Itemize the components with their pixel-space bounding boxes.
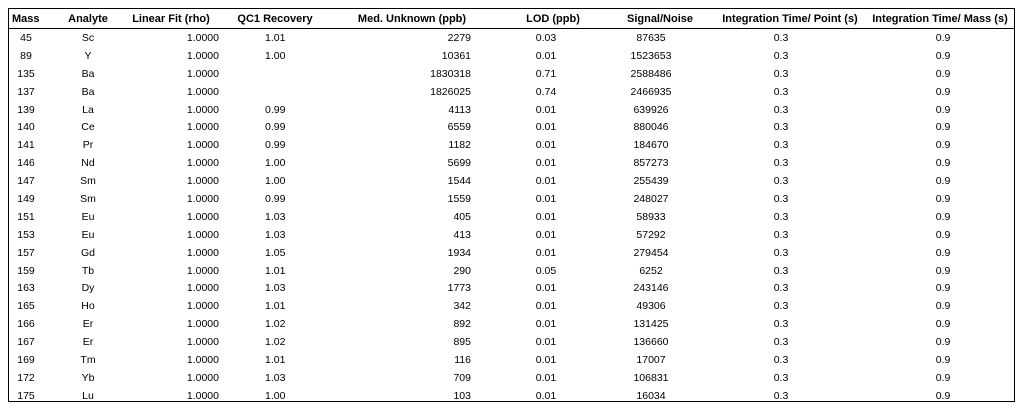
cell-int-time-point: 0.3 (773, 49, 789, 62)
cell-int-time-point: 0.3 (773, 371, 789, 384)
cell-int-time-point: 0.3 (773, 353, 789, 366)
cell-qc1-recovery: 0.99 (265, 103, 286, 116)
cell-analyte: Ba (81, 67, 95, 80)
cell-mass: 141 (17, 139, 35, 152)
cell-linear-fit: 1.0000 (186, 192, 219, 205)
cell-analyte: Yb (81, 371, 95, 384)
cell-analyte: Pr (82, 139, 94, 152)
results-table (9, 9, 1015, 405)
cell-qc1-recovery: 1.01 (265, 353, 286, 366)
cell-qc1-recovery: 1.01 (265, 264, 286, 277)
cell-linear-fit: 1.0000 (186, 336, 219, 349)
cell-lod: 0.01 (535, 336, 557, 349)
cell-signal-noise: 17007 (636, 353, 666, 366)
cell-linear-fit: 1.0000 (186, 67, 219, 80)
table-row (9, 387, 1015, 405)
cell-int-time-mass: 0.9 (935, 318, 951, 331)
cell-int-time-point: 0.3 (773, 139, 789, 152)
table-row (9, 279, 1015, 297)
cell-signal-noise: 136660 (633, 336, 669, 349)
cell-int-time-mass: 0.9 (935, 228, 951, 241)
cell-analyte: Ba (81, 85, 95, 98)
cell-analyte: Tm (80, 353, 96, 366)
cell-int-time-point: 0.3 (773, 389, 789, 402)
cell-int-time-point: 0.3 (773, 192, 789, 205)
cell-linear-fit: 1.0000 (186, 85, 219, 98)
cell-signal-noise: 6252 (639, 264, 663, 277)
cell-int-time-mass: 0.9 (935, 282, 951, 295)
table-row (9, 333, 1015, 351)
cell-med-unknown: 892 (453, 318, 471, 331)
cell-analyte: Nd (81, 157, 95, 170)
header-qc1-recovery: QC1 Recovery (227, 9, 323, 29)
table-row (9, 297, 1015, 315)
cell-linear-fit: 1.0000 (186, 139, 219, 152)
cell-mass: 167 (17, 336, 35, 349)
cell-mass: 159 (17, 264, 35, 277)
cell-qc1-recovery: 1.03 (265, 210, 286, 223)
table-row (9, 65, 1015, 83)
cell-mass: 151 (17, 210, 35, 223)
cell-qc1-recovery: 1.01 (265, 300, 286, 313)
cell-lod: 0.01 (535, 175, 557, 188)
cell-int-time-mass: 0.9 (935, 246, 951, 259)
cell-signal-noise: 255439 (633, 175, 669, 188)
cell-linear-fit: 1.0000 (186, 121, 219, 134)
cell-lod: 0.01 (535, 318, 557, 331)
cell-linear-fit: 1.0000 (186, 31, 219, 44)
cell-mass: 172 (17, 371, 35, 384)
cell-med-unknown: 413 (453, 228, 471, 241)
cell-med-unknown: 5699 (447, 157, 471, 170)
cell-med-unknown: 1934 (447, 246, 471, 259)
cell-qc1-recovery (227, 83, 323, 101)
cell-lod: 0.01 (535, 228, 557, 241)
cell-lod: 0.01 (535, 157, 557, 170)
cell-mass: 45 (20, 31, 32, 44)
cell-mass: 166 (17, 318, 35, 331)
cell-signal-noise: 2588486 (630, 67, 672, 80)
table-row (9, 244, 1015, 262)
cell-qc1-recovery: 1.02 (265, 336, 286, 349)
cell-qc1-recovery: 1.01 (265, 31, 286, 44)
cell-med-unknown: 4113 (448, 103, 471, 116)
cell-analyte: Tb (81, 264, 95, 277)
cell-lod: 0.01 (535, 49, 557, 62)
cell-mass: 157 (17, 246, 35, 259)
cell-signal-noise: 49306 (636, 300, 666, 313)
table-row (9, 262, 1015, 280)
header-signal-noise: Signal/Noise (605, 9, 715, 29)
cell-linear-fit: 1.0000 (186, 353, 219, 366)
cell-med-unknown: 1544 (447, 175, 471, 188)
cell-qc1-recovery: 1.00 (265, 175, 286, 188)
cell-linear-fit: 1.0000 (186, 103, 219, 116)
table-row (9, 47, 1015, 65)
table-body (9, 29, 1015, 405)
cell-int-time-mass: 0.9 (935, 157, 951, 170)
cell-qc1-recovery: 1.00 (265, 389, 286, 402)
cell-lod: 0.74 (535, 85, 557, 98)
cell-linear-fit: 1.0000 (186, 389, 219, 402)
cell-linear-fit: 1.0000 (186, 371, 219, 384)
cell-med-unknown: 10361 (441, 49, 471, 62)
cell-int-time-mass: 0.9 (935, 31, 951, 44)
cell-qc1-recovery: 0.99 (265, 121, 286, 134)
cell-med-unknown: 1773 (447, 282, 471, 295)
cell-qc1-recovery: 1.00 (265, 49, 286, 62)
cell-mass: 89 (20, 49, 32, 62)
cell-int-time-mass: 0.9 (935, 139, 951, 152)
cell-int-time-point: 0.3 (773, 157, 789, 170)
cell-med-unknown: 895 (453, 336, 471, 349)
cell-linear-fit: 1.0000 (186, 228, 219, 241)
cell-int-time-mass: 0.9 (935, 67, 951, 80)
cell-lod: 0.01 (535, 246, 557, 259)
cell-med-unknown: 1826025 (430, 85, 471, 98)
cell-int-time-mass: 0.9 (935, 336, 951, 349)
cell-int-time-point: 0.3 (773, 300, 789, 313)
cell-mass: 153 (17, 228, 35, 241)
header-row (9, 9, 1015, 29)
cell-linear-fit: 1.0000 (186, 282, 219, 295)
cell-linear-fit: 1.0000 (186, 210, 219, 223)
cell-qc1-recovery: 1.05 (265, 246, 286, 259)
table-row (9, 118, 1015, 136)
cell-int-time-point: 0.3 (773, 336, 789, 349)
cell-signal-noise: 106831 (633, 371, 669, 384)
cell-qc1-recovery: 0.99 (265, 192, 286, 205)
table-row (9, 351, 1015, 369)
cell-analyte: Dy (81, 282, 95, 295)
cell-signal-noise: 857273 (633, 157, 669, 170)
cell-signal-noise: 131425 (633, 318, 669, 331)
cell-int-time-mass: 0.9 (935, 85, 951, 98)
cell-med-unknown: 6559 (447, 121, 471, 134)
cell-lod: 0.05 (535, 264, 557, 277)
cell-signal-noise: 16034 (636, 389, 666, 402)
cell-lod: 0.71 (535, 67, 557, 80)
cell-lod: 0.01 (535, 353, 557, 366)
cell-lod: 0.01 (535, 389, 557, 402)
cell-analyte: Er (82, 318, 94, 331)
cell-analyte: Y (84, 49, 92, 62)
cell-mass: 147 (17, 175, 35, 188)
cell-analyte: Eu (81, 210, 95, 223)
cell-qc1-recovery: 1.00 (265, 157, 286, 170)
cell-mass: 165 (17, 300, 35, 313)
cell-analyte: Er (82, 336, 94, 349)
cell-mass: 140 (17, 121, 35, 134)
table-row (9, 154, 1015, 172)
cell-lod: 0.01 (535, 103, 557, 116)
cell-linear-fit: 1.0000 (186, 246, 219, 259)
cell-signal-noise: 58933 (636, 210, 666, 223)
cell-signal-noise: 248027 (633, 192, 669, 205)
cell-int-time-point: 0.3 (773, 85, 789, 98)
cell-signal-noise: 1523653 (630, 49, 672, 62)
table-row (9, 101, 1015, 119)
cell-int-time-point: 0.3 (773, 246, 789, 259)
cell-int-time-mass: 0.9 (935, 175, 951, 188)
cell-med-unknown: 2279 (447, 31, 471, 44)
cell-int-time-point: 0.3 (773, 175, 789, 188)
cell-mass: 137 (17, 85, 35, 98)
cell-int-time-point: 0.3 (773, 318, 789, 331)
cell-analyte: Lu (82, 389, 94, 402)
cell-signal-noise: 184670 (633, 139, 669, 152)
cell-analyte: Sc (81, 31, 95, 44)
cell-qc1-recovery (227, 65, 323, 83)
cell-med-unknown: 103 (453, 389, 471, 402)
cell-int-time-mass: 0.9 (935, 389, 951, 402)
cell-mass: 135 (17, 67, 35, 80)
cell-lod: 0.01 (535, 192, 557, 205)
cell-med-unknown: 116 (454, 353, 471, 366)
table-row (9, 172, 1015, 190)
cell-int-time-point: 0.3 (773, 31, 789, 44)
cell-med-unknown: 1182 (448, 139, 471, 152)
cell-int-time-mass: 0.9 (935, 49, 951, 62)
table-row (9, 136, 1015, 154)
cell-lod: 0.01 (535, 300, 557, 313)
cell-analyte: Sm (80, 175, 96, 188)
table-row (9, 190, 1015, 208)
cell-mass: 163 (17, 282, 35, 295)
cell-linear-fit: 1.0000 (186, 157, 219, 170)
cell-int-time-point: 0.3 (773, 121, 789, 134)
cell-mass: 169 (17, 353, 35, 366)
header-med-unknown: Med. Unknown (ppb) (323, 9, 501, 29)
cell-med-unknown: 290 (453, 264, 471, 277)
table-row (9, 315, 1015, 333)
cell-qc1-recovery: 1.03 (265, 371, 286, 384)
cell-mass: 139 (17, 103, 35, 116)
table-row (9, 83, 1015, 101)
cell-signal-noise: 57292 (636, 228, 666, 241)
cell-signal-noise: 243146 (633, 282, 669, 295)
cell-int-time-mass: 0.9 (935, 300, 951, 313)
header-int-time-point: Integration Time/ Point (s) (715, 9, 865, 29)
cell-mass: 149 (17, 192, 35, 205)
cell-int-time-point: 0.3 (773, 282, 789, 295)
cell-med-unknown: 1830318 (430, 67, 471, 80)
cell-analyte: Ce (81, 121, 95, 134)
table-row (9, 208, 1015, 226)
cell-mass: 146 (17, 157, 35, 170)
cell-int-time-mass: 0.9 (935, 121, 951, 134)
cell-int-time-point: 0.3 (773, 67, 789, 80)
cell-linear-fit: 1.0000 (186, 300, 219, 313)
header-int-time-mass: Integration Time/ Mass (s) (865, 9, 1015, 29)
cell-int-time-point: 0.3 (773, 103, 789, 116)
cell-med-unknown: 405 (453, 210, 471, 223)
cell-analyte: Gd (80, 246, 95, 259)
cell-linear-fit: 1.0000 (186, 175, 219, 188)
cell-signal-noise: 639926 (633, 103, 669, 116)
cell-med-unknown: 709 (453, 371, 471, 384)
cell-int-time-mass: 0.9 (935, 192, 951, 205)
results-table-frame (8, 8, 1015, 402)
cell-linear-fit: 1.0000 (186, 264, 219, 277)
cell-analyte: Ho (81, 300, 95, 313)
cell-signal-noise: 279454 (633, 246, 669, 259)
cell-int-time-mass: 0.9 (935, 353, 951, 366)
cell-lod: 0.01 (535, 121, 557, 134)
cell-lod: 0.01 (535, 371, 557, 384)
table-row (9, 226, 1015, 244)
cell-int-time-mass: 0.9 (935, 210, 951, 223)
cell-lod: 0.03 (535, 31, 557, 44)
cell-int-time-point: 0.3 (773, 210, 789, 223)
cell-qc1-recovery: 1.03 (265, 228, 286, 241)
cell-int-time-mass: 0.9 (935, 264, 951, 277)
cell-int-time-point: 0.3 (773, 228, 789, 241)
cell-qc1-recovery: 1.03 (265, 282, 286, 295)
cell-signal-noise: 880046 (633, 121, 669, 134)
cell-int-time-mass: 0.9 (935, 103, 951, 116)
cell-med-unknown: 1559 (447, 192, 471, 205)
cell-analyte: La (82, 103, 94, 116)
cell-analyte: Sm (80, 192, 96, 205)
table-row (9, 29, 1015, 47)
cell-int-time-point: 0.3 (773, 264, 789, 277)
cell-med-unknown: 342 (453, 300, 471, 313)
header-mass: Mass (9, 9, 61, 29)
cell-analyte: Eu (81, 228, 95, 241)
cell-lod: 0.01 (535, 282, 557, 295)
cell-linear-fit: 1.0000 (186, 49, 219, 62)
header-analyte: Analyte (61, 9, 115, 29)
cell-qc1-recovery: 0.99 (265, 139, 286, 152)
cell-qc1-recovery: 1.02 (265, 318, 286, 331)
cell-linear-fit: 1.0000 (186, 318, 219, 331)
cell-mass: 175 (17, 389, 35, 402)
header-lod: LOD (ppb) (501, 9, 605, 29)
cell-signal-noise: 2466935 (630, 85, 672, 98)
header-linear-fit: Linear Fit (rho) (115, 9, 227, 29)
cell-lod: 0.01 (535, 139, 557, 152)
cell-int-time-mass: 0.9 (935, 371, 951, 384)
table-row (9, 369, 1015, 387)
cell-lod: 0.01 (535, 210, 557, 223)
cell-signal-noise: 87635 (636, 31, 666, 44)
